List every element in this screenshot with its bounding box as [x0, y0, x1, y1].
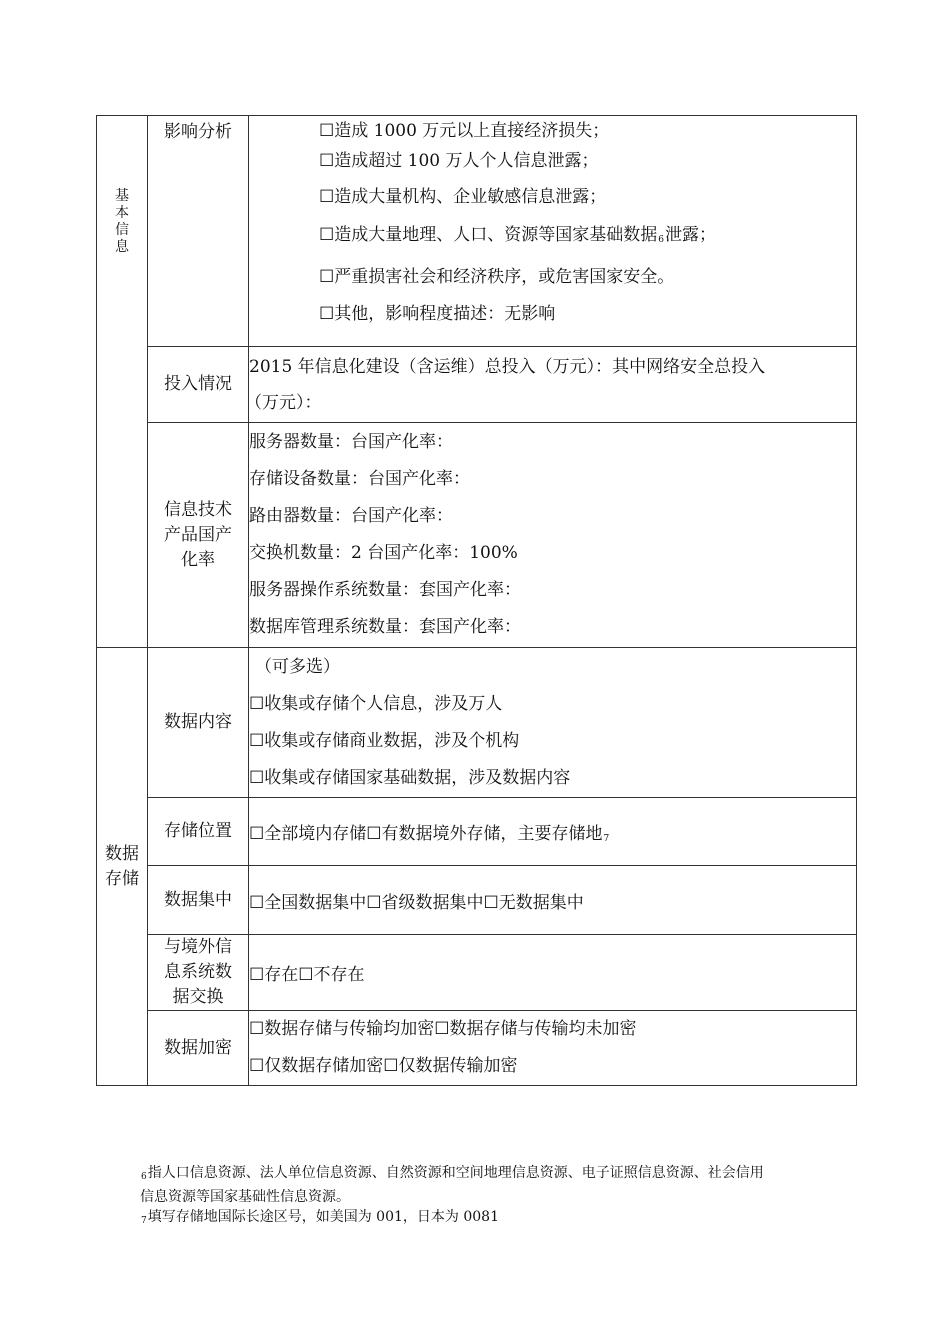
footnote-6-cont: 信息资源等国家基础性信息资源。	[140, 1189, 350, 1205]
cross-border-label-line-2: 息系统数	[164, 962, 232, 982]
cross-border-label-line-3: 据交换	[172, 987, 224, 1007]
impact-option-6[interactable]: ☐其他，影响程度描述：无影响	[319, 304, 556, 324]
section-storage-title-line-1: 数据	[105, 843, 139, 864]
investment-content	[245, 347, 857, 423]
data-content-option-national[interactable]: ☐收集或存储国家基础数据，涉及数据内容	[249, 767, 571, 788]
impact-option-4-suffix: 泄露；	[664, 225, 716, 245]
data-content-row	[97, 648, 857, 798]
encryption-row	[97, 1011, 857, 1086]
impact-option-5[interactable]: ☐严重损害社会和经济秩序，或危害国家安全。	[319, 267, 675, 287]
impact-option-1[interactable]: ☐造成 1000 万元以上直接经济损失；	[319, 121, 610, 141]
footnotes	[140, 1163, 855, 1231]
footnote-7-text: 填写存储地国际长途区号，如美国为 001，日本为 0081	[147, 1209, 499, 1225]
impact-option-4-text: ☐造成大量地理、人口、资源等国家基础数据	[319, 225, 658, 245]
cross-border-label	[148, 935, 249, 1011]
localization-row	[97, 423, 857, 648]
data-concentration-row	[97, 866, 857, 935]
impact-option-3[interactable]: ☐造成大量机构、企业敏感信息泄露；	[319, 187, 607, 207]
localization-content	[249, 423, 857, 648]
footnote-ref-7: 7	[603, 834, 610, 844]
data-content-label: 数据内容	[148, 648, 249, 798]
cross-border-row	[97, 935, 857, 1011]
localization-item-server-os: 服务器操作系统数量：套国产化率：	[249, 580, 521, 600]
cross-border-options[interactable]: ☐存在☐不存在	[249, 965, 365, 985]
footnote-6	[140, 1163, 855, 1187]
section-basic-title: 基本信息	[115, 188, 129, 255]
cross-border-content	[249, 935, 857, 1011]
localization-label-line-2: 产品国产	[164, 524, 232, 545]
investment-line-1: 2015 年信息化建设（含运维）总投入（万元）：其中网络安全总投入	[249, 356, 766, 377]
footnote-6-line-1: 指人口信息资源、法人单位信息资源、自然资源和空间地理信息资源、电子证照信息资源、社会信用	[147, 1165, 764, 1181]
storage-location-content	[249, 798, 857, 866]
storage-location-label: 存储位置	[148, 798, 249, 866]
data-content-option-personal[interactable]: ☐收集或存储个人信息，涉及万人	[249, 693, 503, 714]
localization-item-switches: 交换机数量：2 台国产化率：100%	[249, 543, 518, 563]
data-content-note: （可多选）	[255, 656, 340, 677]
cross-border-label-line-1: 与境外信	[164, 937, 232, 957]
localization-item-routers: 路由器数量：台国产化率：	[249, 506, 453, 526]
localization-item-dbms: 数据库管理系统数量：套国产化率：	[249, 617, 521, 637]
data-concentration-content	[249, 866, 857, 935]
investment-row	[97, 347, 857, 423]
footnote-6-mark: 6	[141, 1172, 147, 1182]
investment-line-2: （万元）：	[245, 392, 322, 413]
encryption-label: 数据加密	[148, 1011, 249, 1086]
footnote-7	[140, 1207, 855, 1231]
localization-label	[148, 423, 249, 648]
impact-row	[97, 116, 857, 347]
impact-option-2[interactable]: ☐造成超过 100 万人个人信息泄露；	[319, 151, 599, 171]
section-data-storage	[97, 648, 148, 1086]
data-content-option-commercial[interactable]: ☐收集或存储商业数据，涉及个机构	[249, 730, 520, 751]
section-basic-info	[97, 116, 148, 648]
encryption-content	[249, 1011, 857, 1086]
localization-item-servers: 服务器数量：台国产化率：	[249, 432, 453, 452]
storage-location-row	[97, 798, 857, 866]
section-storage-title-line-2: 存储	[105, 868, 139, 889]
impact-label: 影响分析	[148, 116, 249, 347]
data-content-options	[249, 648, 857, 798]
impact-options	[249, 116, 857, 347]
investment-label: 投入情况	[148, 347, 249, 423]
footnote-7-mark: 7	[141, 1216, 147, 1226]
encryption-options-line-1[interactable]: ☐数据存储与传输均加密☐数据存储与传输均未加密	[249, 1019, 637, 1039]
data-concentration-label: 数据集中	[148, 866, 249, 935]
storage-location-options[interactable]: ☐全部境内存储☐有数据境外存储，主要存储地	[249, 824, 603, 844]
impact-option-4[interactable]	[319, 216, 856, 259]
encryption-options-line-2[interactable]: ☐仅数据存储加密☐仅数据传输加密	[249, 1056, 518, 1076]
footnote-ref-6: 6	[658, 235, 664, 245]
localization-item-storage: 存储设备数量：台国产化率：	[249, 469, 470, 489]
data-concentration-options[interactable]: ☐全国数据集中☐省级数据集中☐无数据集中	[249, 892, 584, 913]
localization-label-line-1: 信息技术	[164, 499, 232, 520]
info-form-table	[96, 115, 857, 1086]
localization-label-line-3: 化率	[181, 549, 215, 570]
